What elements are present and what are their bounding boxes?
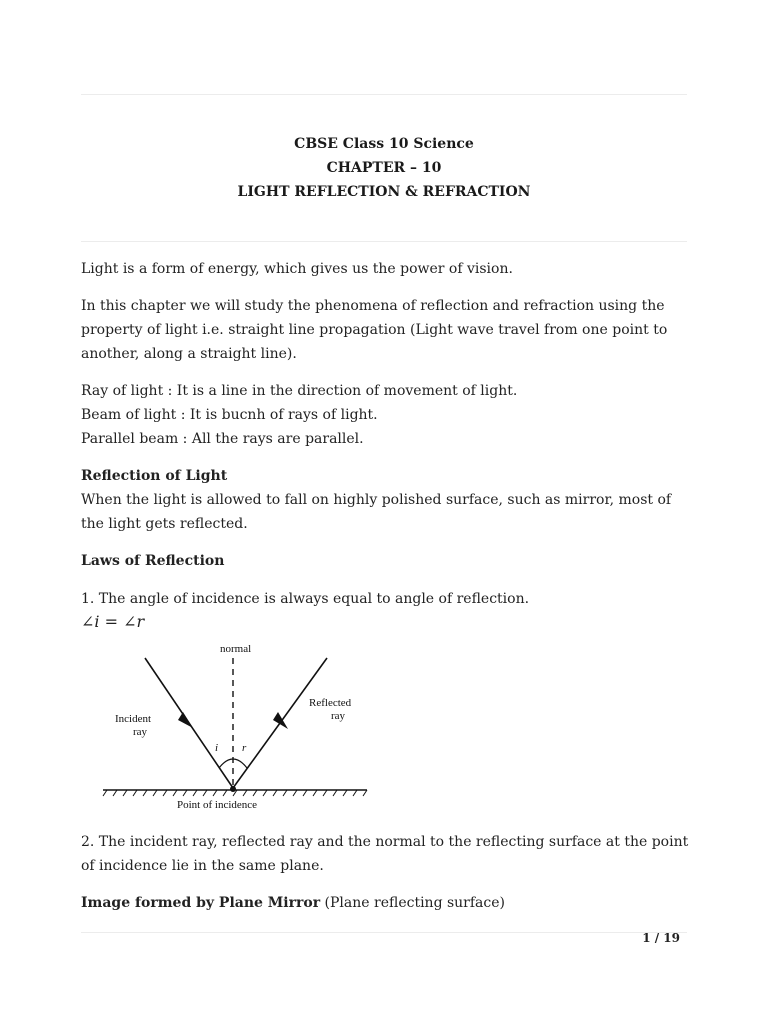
plane-mirror-heading: Image formed by Plane Mirror <box>81 895 321 911</box>
point-label: Point of incidence <box>177 799 258 811</box>
doc-subject: CBSE Class 10 Science <box>294 136 474 152</box>
reflection-heading: Reflection of Light <box>81 468 228 484</box>
angle-i-label: i <box>215 742 219 754</box>
plane-mirror-suffix: (Plane reflecting surface) <box>320 895 505 911</box>
definition-parallel: Parallel beam : All the rays are parallel. <box>81 431 364 447</box>
normal-label: normal <box>220 643 252 655</box>
reflected-label-line1: Reflected <box>309 697 352 709</box>
law-1-equation: ∠i = ∠r <box>81 612 145 631</box>
footer-divider <box>81 932 687 933</box>
incident-label-line1: Incident <box>115 713 152 725</box>
chapter-paragraph: In this chapter we will study the phenomena of reflection and refraction using the property of light i.e. straight line propagation (Light wave travel from one point to another, along a straight line). <box>81 298 668 362</box>
reflected-label-line2: ray <box>331 710 346 722</box>
top-divider <box>81 94 687 95</box>
angle-r-label: r <box>242 742 247 754</box>
incidence-point <box>230 786 236 792</box>
incident-label-line2: ray <box>133 726 148 738</box>
law-2: 2. The incident ray, reflected ray and the normal to the reflecting surface at the point of incidence lie in the same plane. <box>81 834 689 874</box>
header-divider <box>81 241 687 242</box>
incident-arrowhead <box>178 712 193 728</box>
plane-mirror-line <box>81 891 691 915</box>
law-1: 1. The angle of incidence is always equal to angle of reflection. <box>81 591 530 607</box>
definition-ray: Ray of light : It is a line in the direction of movement of light. <box>81 383 518 399</box>
doc-title: LIGHT REFLECTION & REFRACTION <box>237 184 531 200</box>
page-number: 1 / 19 <box>642 931 680 945</box>
doc-chapter: CHAPTER – 10 <box>326 160 442 176</box>
reflection-paragraph: When the light is allowed to fall on highly polished surface, such as mirror, most of the light gets reflected. <box>81 492 672 532</box>
definition-beam: Beam of light : It is bucnh of rays of light. <box>81 407 378 423</box>
laws-heading: Laws of Reflection <box>81 553 225 569</box>
intro-paragraph: Light is a form of energy, which gives us the power of vision. <box>81 261 513 277</box>
reflection-diagram <box>95 638 385 818</box>
